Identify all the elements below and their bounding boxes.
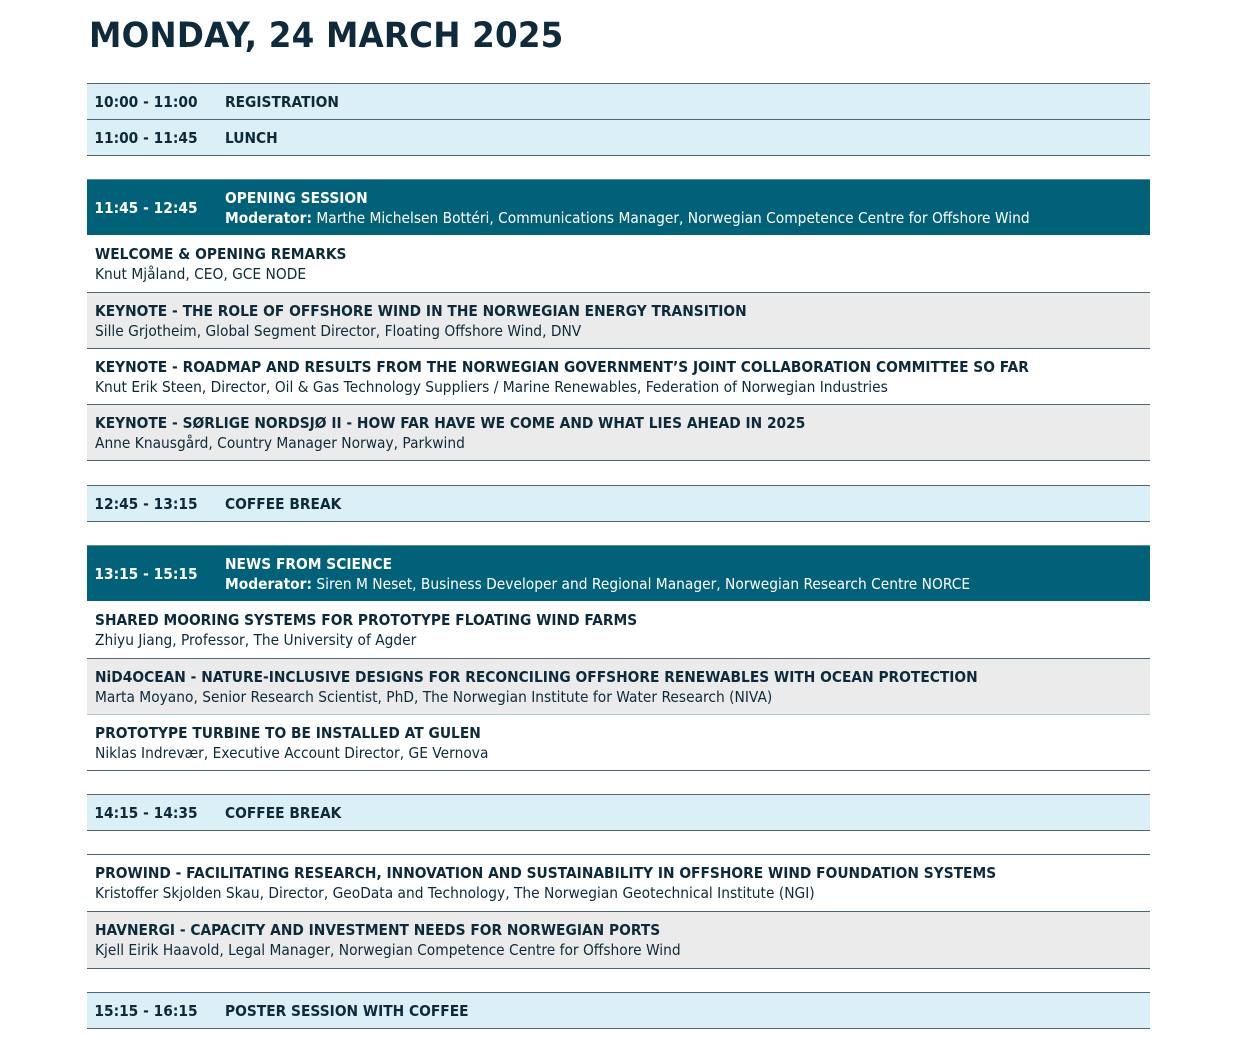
talk-speaker: Anne Knausgård, Country Manager Norway, Parkwind [95,433,465,452]
session-label: NEWS FROM SCIENCE [225,554,393,573]
moderator-label: Moderator: [225,208,312,227]
moderator-line [225,575,970,593]
talk-row [87,348,1150,405]
agenda-row-poster-session [87,992,1150,1029]
session-label: OPENING SESSION [225,188,368,207]
session-label: COFFEE BREAK [225,494,342,513]
talk-row [87,601,1150,659]
talk-title: NiD4OCEAN - NATURE-INCLUSIVE DESIGNS FOR RECONCILING OFFSHORE RENEWABLES WITH OCEAN PROTECTION [95,667,978,686]
time-slot: 15:15 - 16:15 [94,1001,198,1020]
time-slot: 13:15 - 15:15 [94,564,198,583]
talk-row [87,854,1150,912]
moderator-name: Marthe Michelsen Bottéri, Communications Manager, Norwegian Competence Centre for Offshore Wind [311,208,1030,227]
agenda-row-coffee-break [87,794,1150,831]
talk-title: KEYNOTE - SØRLIGE NORDSJØ II - HOW FAR HAVE WE COME AND WHAT LIES AHEAD IN 2025 [95,413,806,432]
session-header-opening [87,179,1150,236]
moderator-line [225,209,1030,227]
talk-row [87,404,1150,461]
talk-title: PROTOTYPE TURBINE TO BE INSTALLED AT GULEN [95,723,481,742]
moderator-name: Siren M Neset, Business Developer and Regional Manager, Norwegian Research Centre NORCE [311,574,971,593]
talk-title: HAVNERGI - CAPACITY AND INVESTMENT NEEDS FOR NORWEGIAN PORTS [95,921,661,939]
talk-speaker: Knut Erik Steen, Director, Oil & Gas Technology Suppliers / Marine Renewables, Federation of Norwegian Industries [95,377,888,396]
talk-speaker: Kjell Eirik Haavold, Legal Manager, Norwegian Competence Centre for Offshore Wind [95,941,681,959]
session-label: POSTER SESSION WITH COFFEE [225,1001,469,1020]
talk-speaker: Sille Grjotheim, Global Segment Director, Floating Offshore Wind, DNV [95,321,582,340]
talk-title: WELCOME & OPENING REMARKS [95,244,347,263]
talk-title: PROWIND - FACILITATING RESEARCH, INNOVATION AND SUSTAINABILITY IN OFFSHORE WIND FOUNDATION SYSTEMS [95,864,997,882]
page-title: MONDAY, 24 MARCH 2025 [89,16,564,56]
time-slot: 12:45 - 13:15 [94,494,198,513]
session-header-news-from-science [87,545,1150,602]
talk-row [87,235,1150,293]
talk-row [87,911,1150,969]
talk-speaker: Niklas Indrevær, Executive Account Director, GE Vernova [95,743,489,762]
talk-speaker: Zhiyu Jiang, Professor, The University of Agder [95,630,417,649]
time-slot: 11:45 - 12:45 [94,198,198,217]
talk-row [87,714,1150,771]
agenda-row-registration [87,83,1150,120]
agenda-row-lunch [87,119,1150,156]
session-label: LUNCH [225,128,278,147]
time-slot: 14:15 - 14:35 [94,803,198,822]
talk-title: KEYNOTE - THE ROLE OF OFFSHORE WIND IN THE NORWEGIAN ENERGY TRANSITION [95,301,747,320]
session-label: COFFEE BREAK [225,803,342,822]
agenda-row-coffee-break [87,485,1150,522]
talk-speaker: Knut Mjåland, CEO, GCE NODE [95,264,307,283]
talk-row [87,658,1150,715]
talk-speaker: Kristoffer Skjolden Skau, Director, GeoData and Technology, The Norwegian Geotechnical Institute (NGI) [95,884,815,902]
talk-title: KEYNOTE - ROADMAP AND RESULTS FROM THE NORWEGIAN GOVERNMENT’S JOINT COLLABORATION COMMITTEE SO FAR [95,357,1029,376]
talk-speaker: Marta Moyano, Senior Research Scientist, PhD, The Norwegian Institute for Water Research (NIVA) [95,687,773,706]
talk-title: SHARED MOORING SYSTEMS FOR PROTOTYPE FLOATING WIND FARMS [95,610,638,629]
moderator-label: Moderator: [225,574,312,593]
time-slot: 10:00 - 11:00 [94,92,198,111]
session-label: REGISTRATION [225,92,339,111]
talk-row [87,292,1150,349]
time-slot: 11:00 - 11:45 [94,128,198,147]
